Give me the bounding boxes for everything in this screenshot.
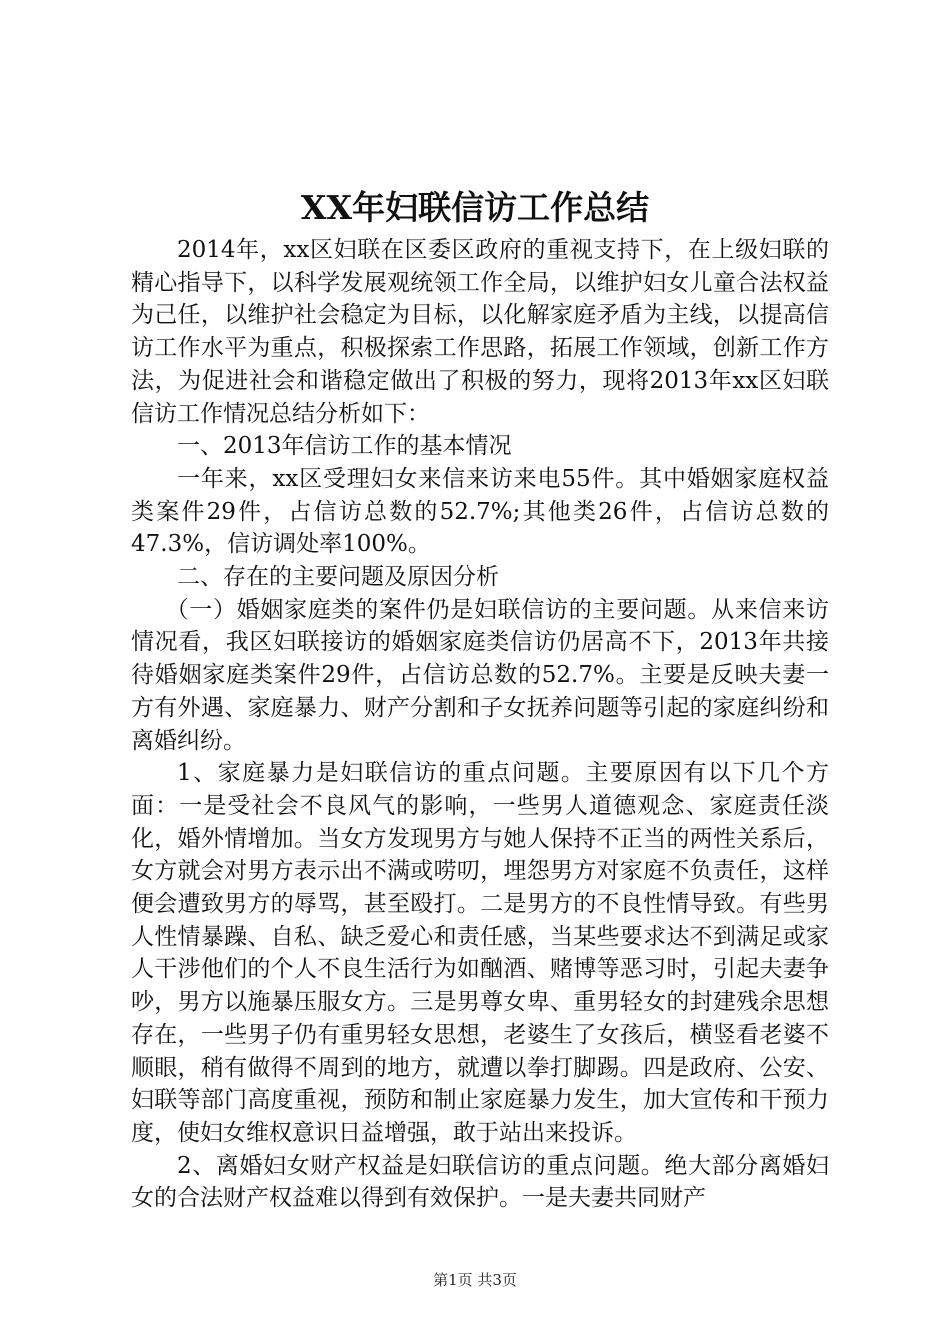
paragraph-divorce-property: 2、离婚妇女财产权益是妇联信访的重点问题。绝大部分离婚妇女的合法财产权益难以得到有效保护。一是夫妻共同财产 xyxy=(131,1152,829,1212)
paragraph-marriage-family: （一）婚姻家庭类的案件仍是妇联信访的主要问题。从来信来访情况看，我区妇联接访的婚姻家庭类信访仍居高不下，2013年共接待婚姻家庭类案件29件，占信访总数的52.7%。主要是反映夫妻一方有外遇、家庭暴力、财产分割和子女抚养问题等引起的家庭纠纷和离婚纠纷。 xyxy=(131,596,829,754)
page-footer: 第1页 共3页 xyxy=(433,1271,517,1289)
paragraph-domestic-violence: 1、家庭暴力是妇联信访的重点问题。主要原因有以下几个方面：一是受社会不良风气的影响，一些男人道德观念、家庭责任淡化，婚外情增加。当女方发现男方与她人保持不正当的两性关系后，女方就会对男方表示出不满或唠叨，埋怨男方对家庭不负责任，这样便会遭致男方的辱骂，甚至殴打。二是男方的不良性情导致。有些男人性情暴躁、自私、缺乏爱心和责任感，当某些要求达不到满足或家人干涉他们的个人不良生活行为如酗酒、赌博等恶习时，引起夫妻争吵，男方以施暴压服女方。三是男尊女卑、重男轻女的封建残余思想存在，一些男子仍有重男轻女思想，老婆生了女孩后，横竖看老婆不顺眼，稍有做得不周到的地方，就遭以拳打脚踢。四是政府、公安、妇联等部门高度重视，预防和制止家庭暴力发生，加大宣传和干预力度，使妇女维权意识日益增强，敢于站出来投诉。 xyxy=(131,760,829,1146)
document-body xyxy=(131,234,829,1215)
document-title: XX年妇联信访工作总结 xyxy=(300,188,650,227)
section-heading-1: 一、2013年信访工作的基本情况 xyxy=(177,433,512,460)
section-heading-2: 二、存在的主要问题及原因分析 xyxy=(177,564,499,591)
paragraph-basic-situation: 一年来，xx区受理妇女来信来访来电55件。其中婚姻家庭权益类案件29件，占信访总数的52.7%;其他类26件，占信访总数的47.3%，信访调处率100%。 xyxy=(131,465,829,558)
paragraph-intro: 2014年，xx区妇联在区委区政府的重视支持下，在上级妇联的精心指导下，以科学发展观统领工作全局，以维护妇女儿童合法权益为己任，以维护社会稳定为目标，以化解家庭矛盾为主线，以提高信访工作水平为重点，积极探索工作思路，拓展工作领域，创新工作方法，为促进社会和谐稳定做出了积极的努力，现将2013年xx区妇联信访工作情况总结分析如下： xyxy=(131,237,829,427)
